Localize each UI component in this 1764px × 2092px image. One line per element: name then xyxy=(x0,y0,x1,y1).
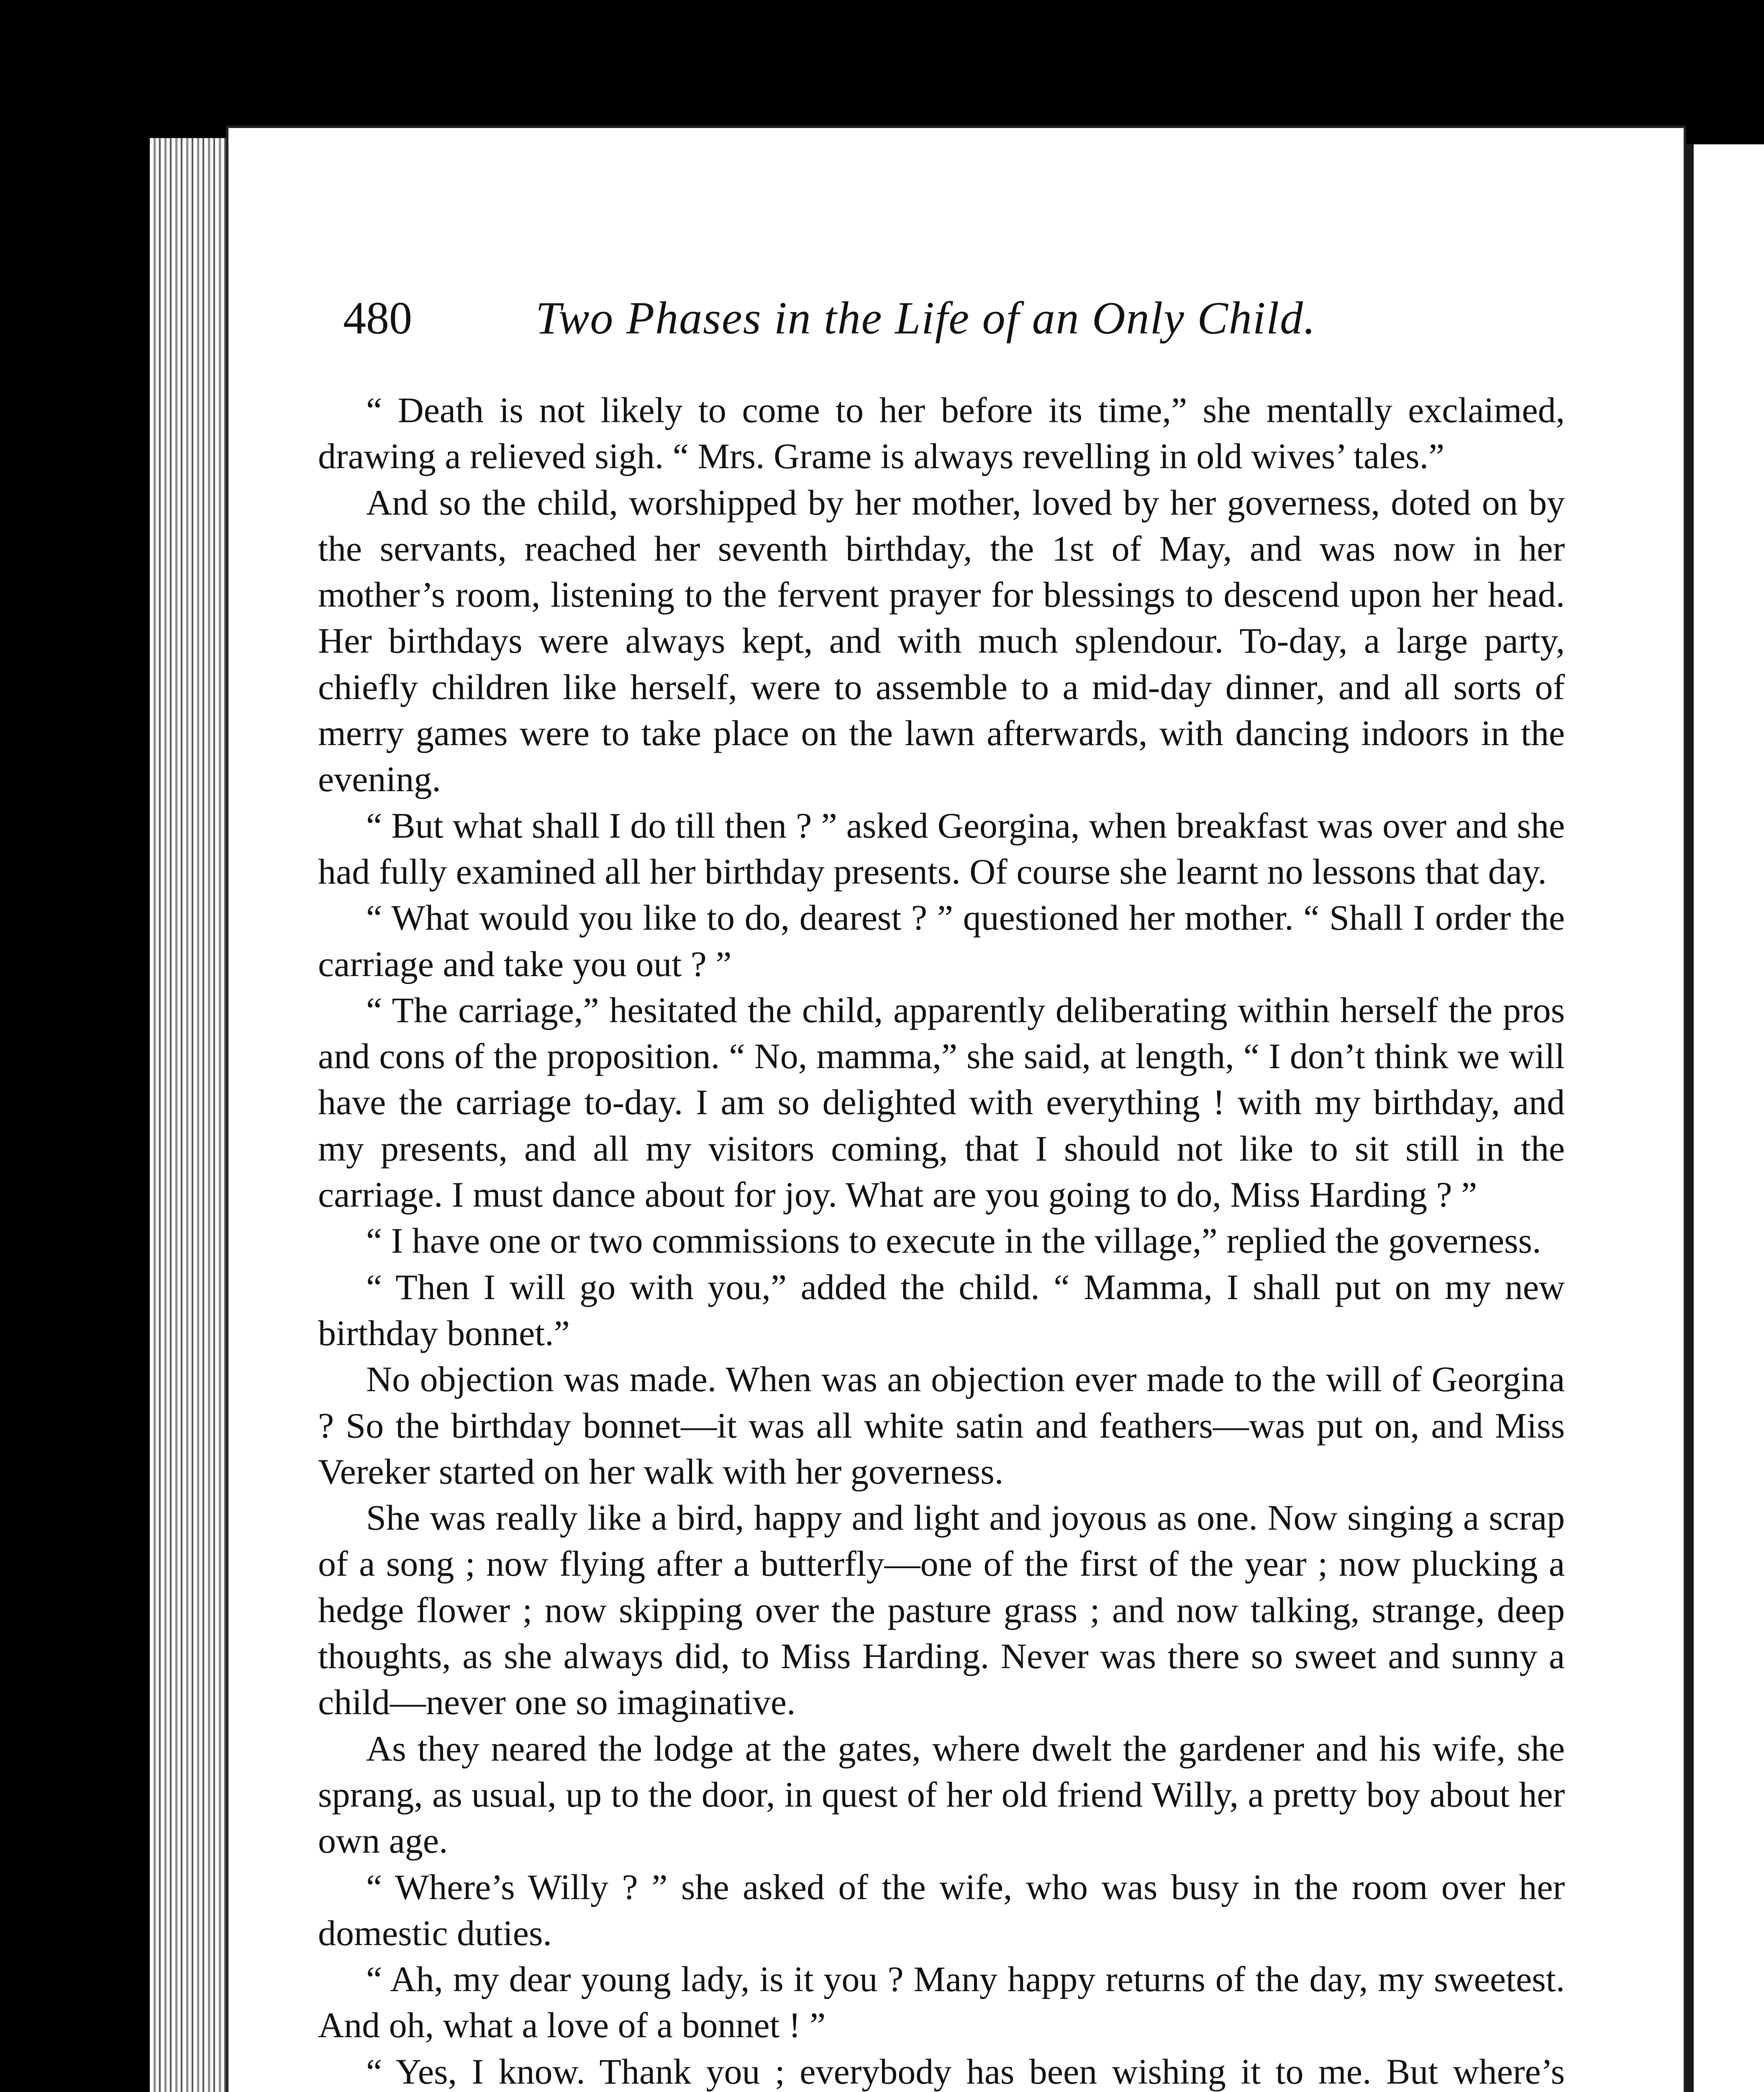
paragraph: “ Then I will go with you,” added the child. “ Mamma, I shall put on my new birthday bonnet.” xyxy=(318,1266,1565,1353)
paragraph: “ Death is not likely to come to her before its time,” she mentally exclaimed, drawing a relieved sigh. “ Mrs. Grame is always revelling in old wives’ tales.” xyxy=(318,390,1565,477)
paragraph: She was really like a bird, happy and light and joyous as one. Now singing a scrap of a song ; now flying after a butterfly—one of the first of the year ; now plucking a hedge flower ; now skipping over the pasture grass ; and now talking, strange, deep thoughts, as she always did, to Miss Harding. Never was there so sweet and sunny a child—never one so imaginative. xyxy=(318,1497,1565,1723)
paragraph: “ Where’s Willy ? ” she asked of the wife, who was busy in the room over her domestic duties. xyxy=(318,1866,1565,1953)
paragraph: “ Ah, my dear young lady, is it you ? Many happy returns of the day, my sweetest. And oh, what a love of a bonnet ! ” xyxy=(318,1959,1565,2046)
paragraph: “ I have one or two commissions to execute in the village,” replied the governess. xyxy=(366,1220,1541,1261)
facing-page-edge xyxy=(1686,144,1764,2092)
paragraph: “ What would you like to do, dearest ? ” questioned her mother. “ Shall I order the carriage and take you out ? ” xyxy=(318,897,1565,984)
paragraph: “ Yes, I know. Thank you ; everybody has been wishing it to me. But where’s xyxy=(366,2051,1565,2092)
page-number: 480 xyxy=(343,292,412,344)
page-header xyxy=(343,293,1439,343)
paragraph: No objection was made. When was an objection ever made to the will of Georgina ? So the birthday bonnet—it was all white satin and feathers—was put on, and Miss Vereker started on her walk with her governess. xyxy=(318,1359,1565,1492)
paragraph: “ But what shall I do till then ? ” asked Georgina, when breakfast was over and she had fully examined all her birthday presents. Of course she learnt no lessons that day. xyxy=(318,805,1565,892)
paragraph: “ The carriage,” hesitated the child, apparently deliberating within herself the pros and cons of the proposition. “ No, mamma,” she said, at length, “ I don’t think we will have the carriage to-day. I am so delighted with everything ! with my birthday, and my presents, and all my visitors coming, that I should not like to sit still in the carriage. I must dance about for joy. What are you going to do, Miss Harding ? ” xyxy=(318,990,1565,1215)
body-text xyxy=(318,387,1565,2092)
paragraph: As they neared the lodge at the gates, where dwelt the gardener and his wife, she sprang, as usual, up to the door, in quest of her old friend Willy, a pretty boy about her own age. xyxy=(318,1728,1565,1861)
paragraph: And so the child, worshipped by her mother, loved by her governess, doted on by the servants, reached her seventh birthday, the 1st of May, and was now in her mother’s room, listening to the fervent prayer for blessings to descend upon her head. Her birthdays were always kept, and with much splendour. To-day, a large party, chiefly children like herself, were to assemble to a mid-day dinner, and all sorts of merry games were to take place on the lawn afterwards, with dancing indoors in the evening. xyxy=(318,482,1565,800)
running-title: Two Phases in the Life of an Only Child. xyxy=(536,292,1316,344)
